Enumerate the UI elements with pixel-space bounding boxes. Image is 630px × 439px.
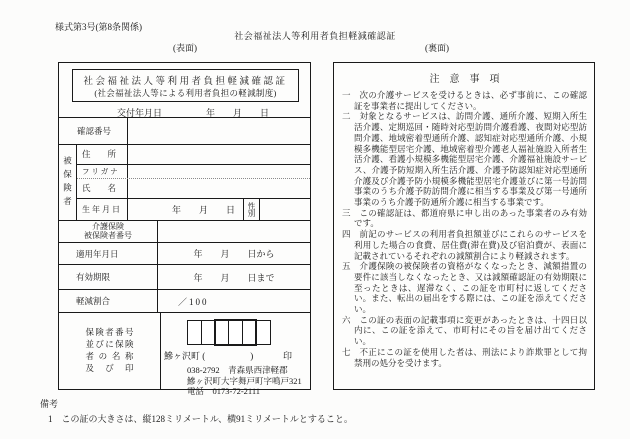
reduction-rate-label: 軽減割合	[59, 290, 158, 312]
card-subtitle: (社会福祉法人等による利用者負担の軽減制度)	[94, 88, 277, 98]
reduction-rate-row	[59, 289, 310, 312]
code-box-cell	[215, 320, 230, 345]
remarks-item: 1 この証の大きさは、縦128ミリメートル、横91ミリメートルとすること。	[48, 414, 353, 424]
issue-date-value: 年 月 日	[206, 107, 270, 118]
application-date-label: 適用年月日	[59, 243, 158, 264]
sex-label: 性別	[247, 202, 256, 218]
certificate-front-panel	[58, 62, 311, 396]
furigana-row	[77, 164, 310, 178]
remarks-section	[40, 397, 353, 425]
insurance-number-field	[158, 221, 310, 242]
notice-title: 注 意 事 項	[429, 74, 500, 85]
notice-item-4: 四 前記のサービスの利用者負担額並びにこれらのサービスを利用した場合の食費、居住費(滞在費)及び宿泊費が、表面に記載されているそれぞれの減額割合により軽減されます。	[342, 229, 587, 261]
seal-mark: 印	[282, 351, 292, 361]
code-box-cell	[242, 320, 257, 345]
expiration-row	[59, 264, 310, 289]
form-number: 様式第3号(第8条関係)	[55, 22, 142, 32]
birth-date-label: 生 年 月 日	[77, 199, 128, 220]
name-row	[77, 178, 310, 199]
name-field	[128, 179, 310, 199]
document-title: 社会福祉法人等利用者負担軽減確認証	[234, 31, 396, 41]
notice-item-2: 二 対象となるサービスは、訪問介護、通所介護、短期入所生活介護、定期巡回・随時対応型訪問介護看護、夜間対応型訪問介護、地域密着型通所介護、認知症対応型通所介護、小規模多機能型居宅介護、地域密着型介護老人福祉施設入所者生活介護、看護小規模多機能型居宅介護、介護福祉施設サービス、介護予防短期入所生活介護、介護予防認知症対応型通所介護及び介護予防小規模多機能型居宅介護並びに第一号訪問事業のうち介護予防訪問介護に相当する事業及び第一号通所事業のうち介護予防通所介護に相当する事業です。	[342, 111, 587, 208]
insurer-postal-line: 038-2792 青森県西津軽郡	[187, 365, 288, 375]
confirmation-number-row	[59, 117, 310, 144]
notice-panel	[333, 62, 595, 390]
code-box-cell	[187, 320, 202, 345]
insurer-code-boxes	[187, 320, 271, 345]
front-side-label: (表面)	[173, 43, 197, 53]
application-date-value: 年 月 日から	[193, 249, 275, 259]
birth-date-value: 年 月 日	[171, 205, 235, 216]
insurer-phone-line: 電話 0173-72-2111	[187, 386, 261, 396]
card-title-box	[72, 69, 299, 102]
issue-date-label: 交付年月日	[117, 107, 163, 118]
application-date-row	[59, 242, 310, 264]
insurer-name-paren: ( )	[200, 351, 256, 361]
furigana-field	[128, 165, 310, 178]
address-field	[128, 145, 310, 164]
insured-person-group	[59, 144, 310, 220]
sex-label-cell	[243, 199, 260, 220]
code-box-cell	[228, 320, 243, 345]
remarks-label: 備考	[40, 399, 59, 409]
notice-item-5: 五 介護保険の被保険者の資格がなくなったとき、減額措置の要件に該当しなくなったとき、又は減額確認証の有効期限に至ったときは、遅滞なく、この証を市町村に返してください。また、転出の届出をする際には、この証を添えてください。	[342, 261, 587, 315]
notice-item-3: 三 この確認証は、都道府県に申し出のあった事業者のみ有効です。	[342, 207, 587, 229]
insured-person-vertical-label: 被保険者	[59, 145, 77, 220]
address-label: 住 所	[77, 145, 128, 164]
code-box-cell	[256, 320, 271, 345]
insurer-address-line: 鰺ヶ沢町大字舞戸町字鳴戸321	[187, 375, 302, 386]
expiration-label: 有効期限	[59, 265, 158, 289]
insurer-name-line	[161, 349, 310, 362]
address-row	[77, 145, 310, 164]
notice-item-6: 六 この証の表面の記載事項に変更があったときは、十四日以内に、この証を添えて、市町村にその旨を届け出てください。	[342, 314, 587, 347]
insurance-number-label: 介護保険 被保険者番号	[59, 221, 158, 242]
furigana-label: フ リ ガ ナ	[77, 165, 128, 178]
name-label: 氏 名	[77, 179, 128, 199]
insurer-content	[161, 313, 310, 396]
notice-item-1: 一 次の介護サービスを受けるときは、必ず事前に、この確認証を事業者に提出してください。	[342, 90, 587, 111]
insurer-row	[59, 312, 310, 396]
birth-date-row	[77, 198, 310, 220]
card-title: 社会福祉法人等利用者負担軽減確認証	[83, 77, 288, 87]
insurer-name: 鰺ヶ沢町	[164, 351, 201, 361]
confirmation-number-label: 確認番号	[59, 118, 128, 144]
notice-item-7: 七 不正にこの証を使用した者は、刑法により詐欺罪として拘禁刑の処分を受けます。	[342, 346, 587, 368]
insurance-number-row	[59, 220, 310, 242]
reduction-rate-value: ／100	[178, 296, 209, 307]
insurer-label: 保険者番号 並びに保険 者の名称 及び印	[59, 313, 161, 389]
code-box-cell	[201, 320, 216, 345]
expiration-value: 年 月 日まで	[193, 272, 275, 283]
sex-field	[260, 199, 310, 220]
confirmation-number-field	[128, 118, 310, 144]
front-form-table	[59, 117, 310, 396]
back-side-label: (裏面)	[425, 43, 449, 53]
